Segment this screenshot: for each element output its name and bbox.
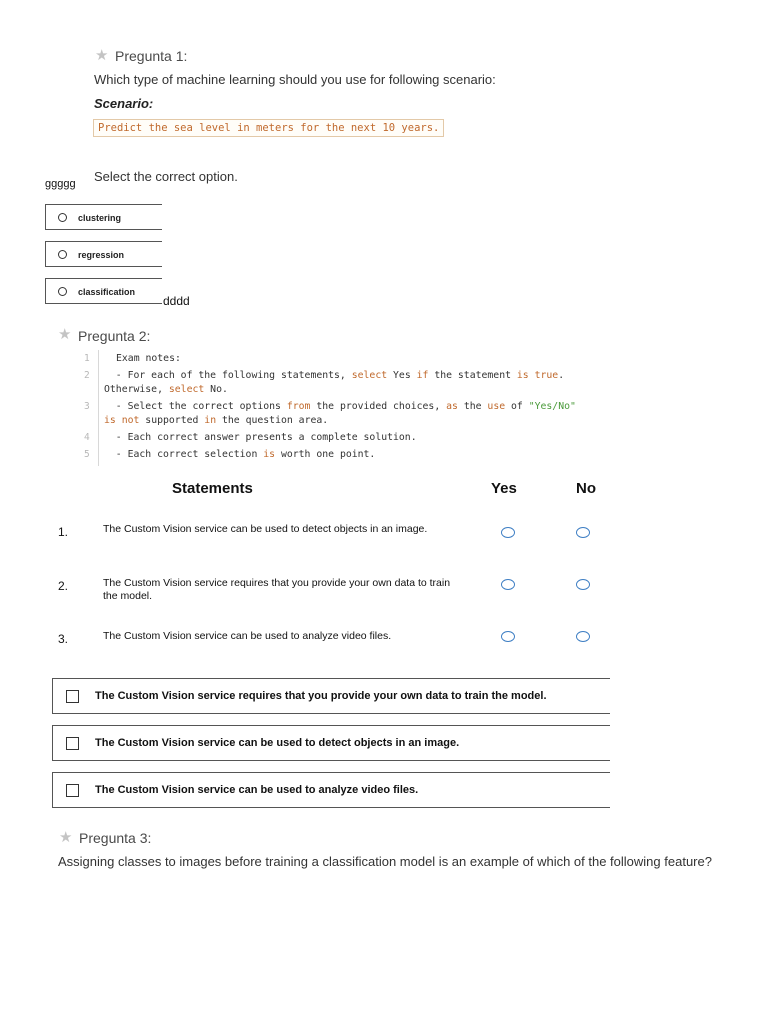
radio-button[interactable]	[58, 213, 67, 222]
statements-header: Statements	[172, 480, 253, 497]
stray-text: dddd	[163, 294, 190, 308]
yes-radio[interactable]	[501, 527, 515, 538]
statement-text: The Custom Vision service can be used to analyze video files.	[103, 630, 392, 642]
no-header: No	[576, 480, 596, 497]
line-number: 2	[84, 370, 90, 381]
statement-number: 2.	[58, 579, 69, 593]
yes-header: Yes	[491, 480, 517, 497]
checkbox-option[interactable]	[52, 725, 610, 761]
radio-button[interactable]	[58, 287, 67, 296]
statement-number: 3.	[58, 632, 69, 646]
statement-number: 1.	[58, 525, 69, 539]
checkbox-label: The Custom Vision service can be used to detect objects in an image.	[95, 737, 460, 749]
line-number: 4	[84, 432, 90, 443]
code-gutter-line	[98, 350, 99, 466]
code-line: - Select the correct options from the provided choices, as the use of "Yes/No"	[104, 401, 576, 412]
code-line: Exam notes:	[116, 353, 181, 364]
code-line: Otherwise, select No.	[104, 384, 228, 395]
yes-radio[interactable]	[501, 631, 515, 642]
line-number: 5	[84, 449, 90, 460]
checkbox-option[interactable]	[52, 772, 610, 808]
question-1-header: Pregunta 1:	[115, 48, 188, 64]
code-line: is not supported in the question area.	[104, 415, 329, 426]
scenario-label: Scenario:	[94, 96, 154, 111]
checkbox[interactable]	[66, 737, 79, 750]
checkbox[interactable]	[66, 784, 79, 797]
code-line: - Each correct answer presents a complete solution.	[104, 432, 417, 443]
no-radio[interactable]	[576, 579, 590, 590]
star-icon: ★	[58, 326, 72, 343]
question-2-header: Pregunta 2:	[78, 328, 151, 344]
checkbox-label: The Custom Vision service can be used to analyze video files.	[95, 784, 419, 796]
question-1-text: Which type of machine learning should you use for following scenario:	[94, 72, 496, 87]
no-radio[interactable]	[576, 631, 590, 642]
scenario-code-box: Predict the sea level in meters for the next 10 years.	[93, 119, 444, 137]
question-3-text: Assigning classes to images before training a classification model is an example of which of the following feature?	[58, 854, 712, 869]
statement-text: The Custom Vision service can be used to detect objects in an image.	[103, 523, 428, 535]
code-line: - For each of the following statements, select Yes if the statement is true.	[104, 370, 565, 381]
option-label: clustering	[78, 213, 122, 223]
no-radio[interactable]	[576, 527, 590, 538]
stray-text: ggggg	[45, 178, 76, 190]
checkbox[interactable]	[66, 690, 79, 703]
yes-radio[interactable]	[501, 579, 515, 590]
option-label: regression	[78, 250, 125, 260]
checkbox-option[interactable]	[52, 678, 610, 714]
option-label: classification	[78, 287, 136, 297]
option-clustering[interactable]	[45, 204, 162, 230]
statement-text: The Custom Vision service requires that you provide your own data to train the model.	[103, 577, 451, 602]
question-3-header: Pregunta 3:	[79, 830, 152, 846]
option-regression[interactable]	[45, 241, 162, 267]
star-icon: ★	[95, 47, 109, 64]
radio-button[interactable]	[58, 250, 67, 259]
select-option-instruction: Select the correct option.	[94, 169, 238, 184]
code-line: - Each correct selection is worth one point.	[104, 449, 376, 460]
star-icon: ★	[59, 829, 73, 846]
line-number: 3	[84, 401, 90, 412]
checkbox-label: The Custom Vision service requires that you provide your own data to train the model.	[95, 690, 547, 702]
line-number: 1	[84, 353, 90, 364]
option-classification[interactable]	[45, 278, 162, 304]
